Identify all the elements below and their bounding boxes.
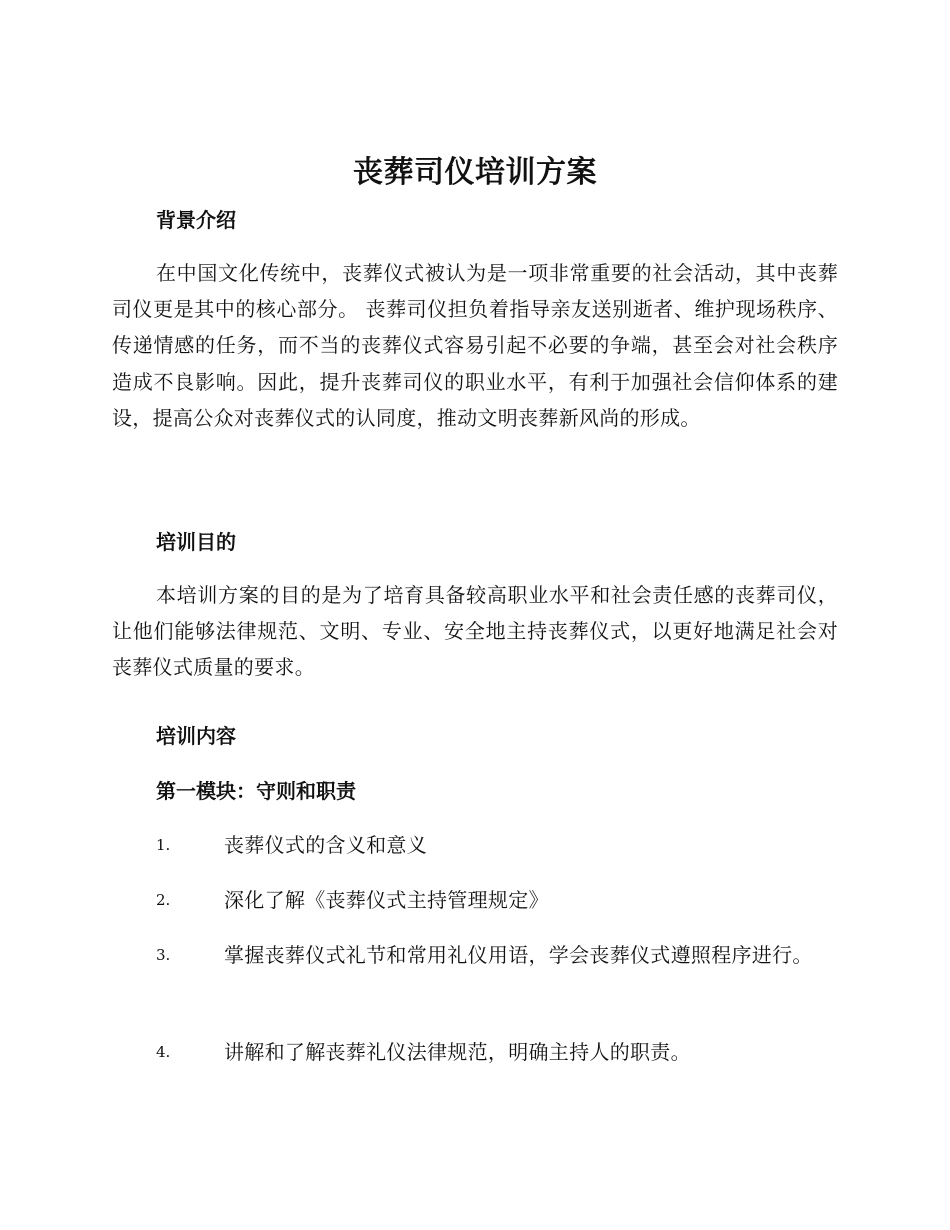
list-item-text: 讲解和了解丧葬礼仪法律规范，明确主持人的职责。 — [224, 1040, 691, 1064]
list-item — [112, 825, 838, 866]
section-heading-content: 培训内容 — [156, 724, 236, 748]
list-item-text: 深化了解《丧葬仪式主持管理规定》 — [224, 888, 549, 912]
list-item — [112, 1032, 838, 1073]
section-heading-background: 背景介绍 — [156, 208, 236, 232]
purpose-paragraph: 本培训方案的目的是为了培育具备较高职业水平和社会责任感的丧葬司仪，让他们能够法律规范、文明、专业、安全地主持丧葬仪式，以更好地满足社会对丧葬仪式质量的要求。 — [112, 583, 838, 680]
document-title: 丧葬司仪培训方案 — [353, 155, 597, 190]
module-heading-1: 第一模块：守则和职责 — [156, 779, 356, 803]
list-item-number: 2. — [156, 891, 171, 909]
list-item-number: 1. — [156, 836, 171, 854]
background-paragraph: 在中国文化传统中，丧葬仪式被认为是一项非常重要的社会活动，其中丧葬司仪更是其中的核心部分。 丧葬司仪担负着指导亲友送别逝者、维护现场秩序、传递情感的任务，而不当的丧葬仪式容易引起不必要的争端，甚至会对社会秩序造成不良影响。因此，提升丧葬司仪的职业水平，有利于加强社会信仰体系的建设，提高公众对丧葬仪式的认同度，推动文明丧葬新风尚的形成。 — [112, 261, 838, 430]
list-item-text: 丧葬仪式的含义和意义 — [224, 833, 427, 857]
list-item — [112, 935, 838, 976]
list-item-number: 4. — [156, 1043, 171, 1061]
list-item-number: 3. — [156, 946, 171, 964]
list-item — [112, 880, 838, 921]
list-item-text: 掌握丧葬仪式礼节和常用礼仪用语，学会丧葬仪式遵照程序进行。 — [224, 943, 813, 967]
section-heading-purpose: 培训目的 — [156, 530, 236, 554]
